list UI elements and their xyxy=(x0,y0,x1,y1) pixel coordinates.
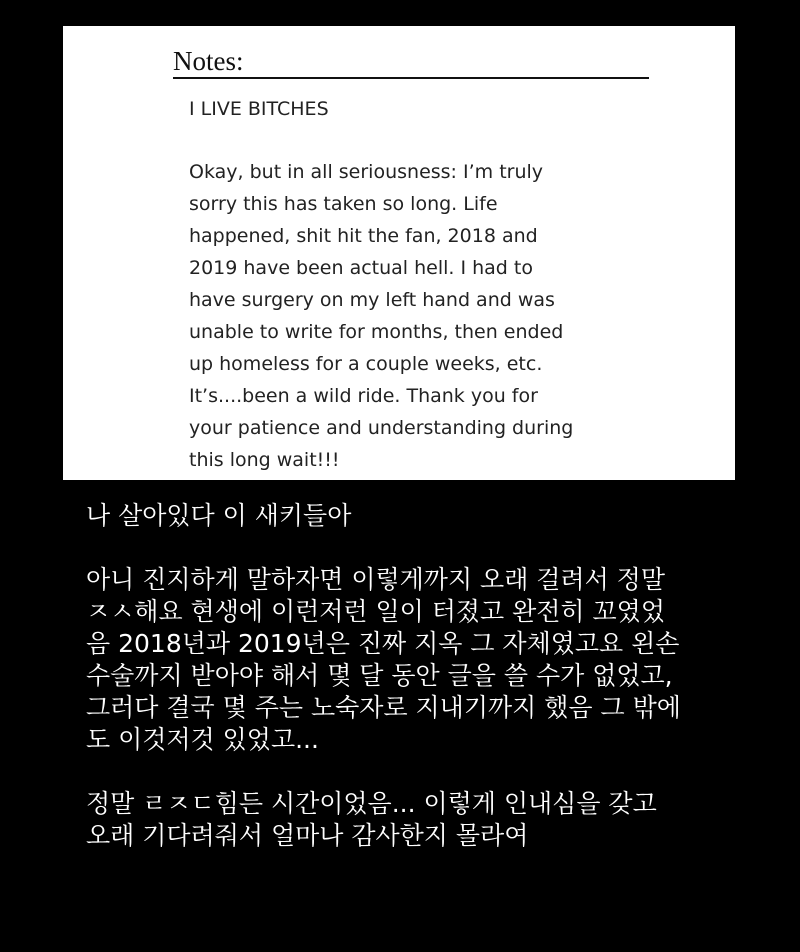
translation-line: 도 이것저것 있었고... xyxy=(86,725,319,754)
notes-heading: Notes: xyxy=(173,46,649,79)
note-body-line: have surgery on my left hand and was xyxy=(189,289,555,311)
translation-line: 오래 기다려줘서 얼마나 감사한지 몰라여 xyxy=(86,821,529,850)
note-body-line: up homeless for a couple weeks, etc. xyxy=(189,353,543,375)
translation-paragraph-2 xyxy=(86,564,786,756)
translation-paragraph-1 xyxy=(86,500,786,532)
note-body-line: this long wait!!! xyxy=(189,449,340,471)
note-body-line: sorry this has taken so long. Life xyxy=(189,193,498,215)
translation-line: 정말 ㄹㅈㄷ힘든 시간이었음... 이렇게 인내심을 갖고 xyxy=(86,789,657,818)
note-body-line: Okay, but in all seriousness: I’m truly xyxy=(189,161,544,183)
note-body-line: unable to write for months, then ended xyxy=(189,321,564,343)
translation-line: 음 2018년과 2019년은 진짜 지옥 그 자체였고요 왼손 xyxy=(86,629,680,658)
translation-line: 그러다 결국 몇 주는 노숙자로 지내기까지 했음 그 밖에 xyxy=(86,693,681,722)
note-title: I LIVE BITCHES xyxy=(189,98,329,120)
translation-paragraph-3 xyxy=(86,788,786,852)
note-screenshot xyxy=(63,26,735,480)
translation-line: ㅈㅅ해요 현생에 이런저런 일이 터졌고 완전히 꼬였었 xyxy=(86,597,665,626)
translation-line: 나 살아있다 이 새키들아 xyxy=(86,501,352,530)
note-body-line: your patience and understanding during xyxy=(189,417,574,439)
translation-line: 아니 진지하게 말하자면 이렇게까지 오래 걸려서 정말 xyxy=(86,565,665,594)
translation-line: 수술까지 받아야 해서 몇 달 동안 글을 쓸 수가 없었고, xyxy=(86,661,673,690)
note-body-line: 2019 have been actual hell. I had to xyxy=(189,257,533,279)
note-body-line: It’s....been a wild ride. Thank you for xyxy=(189,385,538,407)
korean-translation xyxy=(86,500,786,852)
note-body-line: happened, shit hit the fan, 2018 and xyxy=(189,225,538,247)
note-body xyxy=(189,156,709,476)
